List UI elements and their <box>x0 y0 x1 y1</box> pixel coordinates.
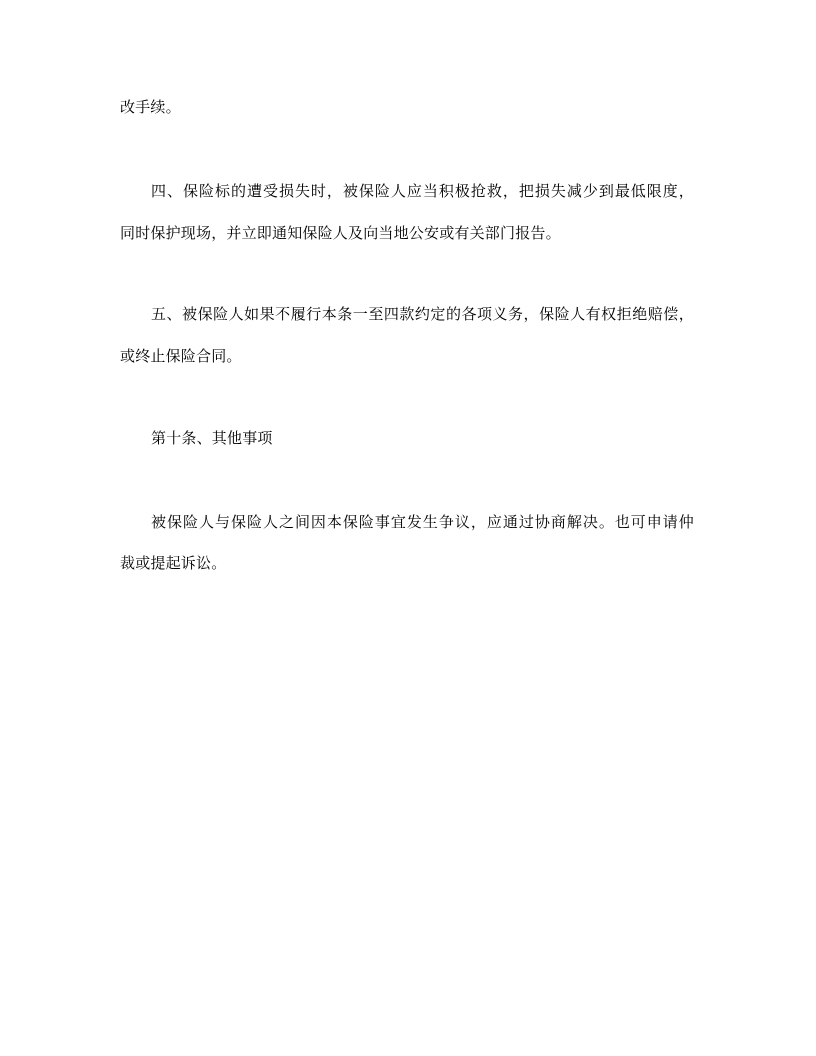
paragraph-5-line-2: 或终止保险合同。 <box>120 347 242 365</box>
paragraph-5-line-1: 五、被保险人如果不履行本条一至四款约定的各项义务，保险人有权拒绝赔偿， <box>151 305 694 323</box>
article-10-heading: 第十条、其他事项 <box>151 429 273 447</box>
dispute-paragraph-line-2: 裁或提起诉讼。 <box>120 554 227 572</box>
paragraph-4-line-2: 同时保护现场，并立即通知保险人及向当地公安或有关部门报告。 <box>120 224 561 242</box>
dispute-paragraph-line-1: 被保险人与保险人之间因本保险事宜发生争议，应通过协商解决。也可申请仲 <box>151 513 694 531</box>
paragraph-4-line-1: 四、保险标的遭受损失时，被保险人应当积极抢救，把损失减少到最低限度， <box>151 182 694 200</box>
paragraph-prev-tail-line: 改手续。 <box>120 98 181 116</box>
